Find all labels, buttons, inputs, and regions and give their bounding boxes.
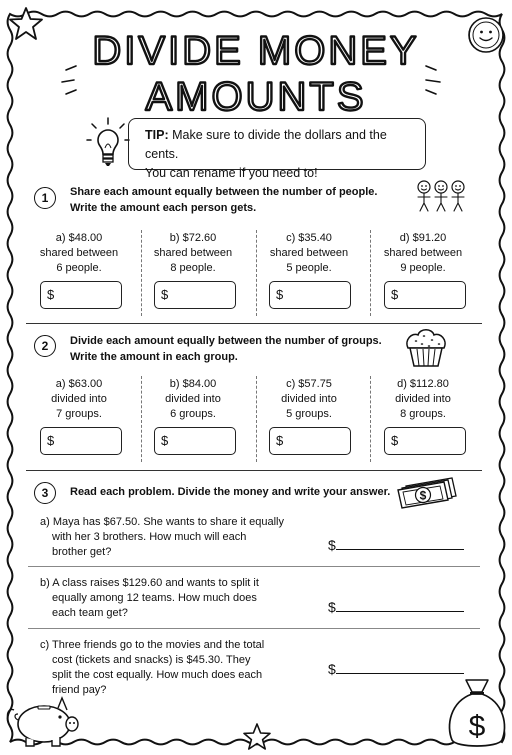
section-2-number: 2 — [34, 335, 56, 357]
s1-answer-c[interactable] — [269, 281, 351, 309]
lightbulb-icon — [86, 116, 130, 174]
column-divider — [141, 230, 142, 316]
section-divider — [26, 470, 482, 471]
page-title — [40, 22, 472, 122]
section-1-line-1: Share each amount equally between the number of people. — [70, 186, 378, 198]
s1-answer-a[interactable] — [40, 281, 122, 309]
section-2-line-2: Write the amount in each group. — [70, 351, 238, 363]
s2-item-a-amount: a) $63.00 — [55, 378, 103, 390]
s2-item-a — [24, 377, 134, 422]
s2-item-b — [138, 377, 248, 422]
title-line-1: DIVIDE MONEY — [92, 29, 420, 73]
problem-c-line: c) Three friends go to the movies and the total — [40, 639, 265, 651]
problem-a-line: brother get? — [52, 546, 112, 558]
s1-item-c-text: shared between — [269, 247, 349, 259]
bag-dollar-symbol: $ — [468, 710, 486, 743]
s2-answer-c[interactable] — [269, 427, 351, 455]
dollar-sign: $ — [328, 661, 336, 677]
s1-answer-b[interactable] — [154, 281, 236, 309]
problem-a-line: a) Maya has $67.50. She wants to share it equally — [40, 516, 284, 528]
s1-item-a-amount: a) $48.00 — [55, 232, 103, 244]
s1-item-a — [24, 231, 134, 276]
answer-line-b[interactable] — [328, 599, 464, 615]
bill-dollar-symbol: $ — [419, 488, 427, 503]
s1-item-d — [368, 231, 478, 276]
s1-item-d-amount: d) $91.20 — [399, 232, 447, 244]
column-divider — [370, 230, 371, 316]
s1-item-a-text: shared between — [39, 247, 119, 259]
s1-item-b-count: 8 people. — [170, 262, 216, 274]
piggy-bank-icon — [4, 690, 86, 750]
problem-c-line: cost (tickets and snacks) is $45.30. They — [52, 654, 251, 666]
dollar-sign: $ — [391, 287, 399, 302]
s1-item-b-text: shared between — [153, 247, 233, 259]
section-divider — [26, 323, 482, 324]
dollar-sign: $ — [161, 287, 169, 302]
s2-answer-b[interactable] — [154, 427, 236, 455]
s1-item-d-text: shared between — [383, 247, 463, 259]
problem-divider — [28, 566, 480, 567]
s1-item-c-count: 5 people. — [286, 262, 332, 274]
three-people-icon — [414, 178, 468, 214]
s2-item-c-count: 5 groups. — [286, 408, 332, 420]
problem-b — [40, 576, 300, 621]
star-icon — [8, 6, 44, 42]
s2-item-a-text: divided into — [51, 393, 107, 405]
s2-item-d-text: divided into — [395, 393, 451, 405]
s2-item-c-amount: c) $57.75 — [286, 378, 332, 390]
dollar-sign: $ — [328, 537, 336, 553]
section-1-number: 1 — [34, 187, 56, 209]
section-2-instructions — [70, 333, 382, 365]
tip-text-1: Make sure to divide the dollars and the cents. — [145, 128, 387, 161]
s1-item-b-amount: b) $72.60 — [169, 232, 217, 244]
column-divider — [256, 376, 257, 462]
s2-item-d — [368, 377, 478, 422]
s2-answer-d[interactable] — [384, 427, 466, 455]
s2-answer-a[interactable] — [40, 427, 122, 455]
problem-c-line: friend pay? — [52, 684, 107, 696]
problem-b-line: b) A class raises $129.60 and wants to split it — [40, 577, 259, 589]
star-icon — [242, 722, 272, 752]
s2-item-a-count: 7 groups. — [56, 408, 102, 420]
column-divider — [256, 230, 257, 316]
dollar-sign: $ — [161, 433, 169, 448]
title-line-2: AMOUNTS — [145, 75, 367, 119]
sparkle-marks-left — [56, 62, 86, 102]
problem-b-line: each team get? — [52, 607, 128, 619]
column-divider — [141, 376, 142, 462]
tip-box — [128, 118, 426, 180]
section-1-line-2: Write the amount each person gets. — [70, 202, 257, 214]
column-divider — [370, 376, 371, 462]
dollar-sign: $ — [47, 287, 55, 302]
s2-item-d-amount: d) $112.80 — [397, 378, 449, 390]
s2-item-c — [254, 377, 364, 422]
s1-item-a-count: 6 people. — [56, 262, 102, 274]
dollar-sign: $ — [47, 433, 55, 448]
dollar-sign: $ — [276, 287, 284, 302]
answer-line-c[interactable] — [328, 661, 464, 677]
s1-answer-d[interactable] — [384, 281, 466, 309]
section-1-instructions — [70, 184, 377, 216]
problem-b-line: equally among 12 teams. How much does — [52, 592, 257, 604]
problem-divider — [28, 628, 480, 629]
problem-a — [40, 515, 300, 560]
section-3-instructions: Read each problem. Divide the money and write your answer. — [70, 486, 391, 498]
money-bag-icon — [444, 676, 510, 752]
s2-item-b-count: 6 groups. — [170, 408, 216, 420]
s1-item-d-count: 9 people. — [400, 262, 446, 274]
cupcake-icon — [402, 326, 450, 370]
problem-c-line: split the cost equally. How much does each — [52, 669, 263, 681]
s1-item-c-amount: c) $35.40 — [286, 232, 332, 244]
problem-c — [40, 638, 300, 698]
dollar-sign: $ — [328, 599, 336, 615]
dollar-sign: $ — [276, 433, 284, 448]
tip-label: TIP: — [145, 128, 169, 142]
section-3-number: 3 — [34, 482, 56, 504]
s2-item-d-count: 8 groups. — [400, 408, 446, 420]
tip-text-2: You can rename if you need to! — [145, 166, 318, 180]
s2-item-c-text: divided into — [281, 393, 337, 405]
problem-a-line: with her 3 brothers. How much will each — [52, 531, 247, 543]
section-2-line-1: Divide each amount equally between the number of groups. — [70, 335, 382, 347]
s1-item-b — [138, 231, 248, 276]
sparkle-marks-right — [418, 62, 448, 102]
s1-item-c — [254, 231, 364, 276]
s2-item-b-text: divided into — [165, 393, 221, 405]
answer-line-a[interactable] — [328, 537, 464, 553]
dollar-sign: $ — [391, 433, 399, 448]
money-stack-icon — [396, 474, 458, 510]
s2-item-b-amount: b) $84.00 — [169, 378, 217, 390]
